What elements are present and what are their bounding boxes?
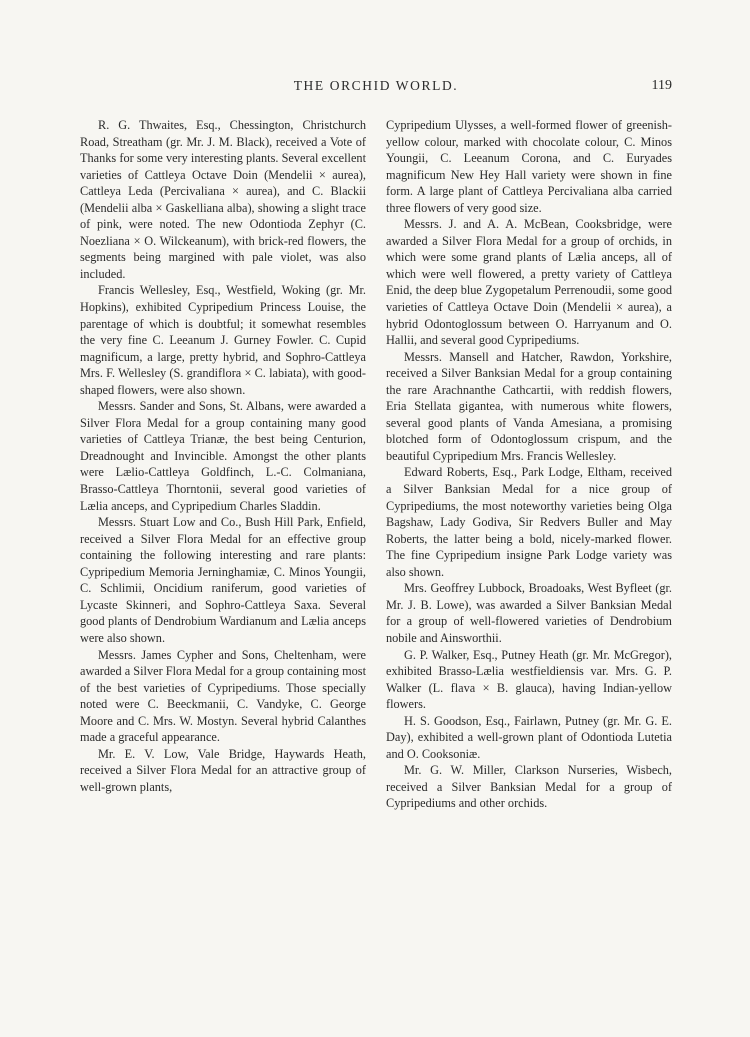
paragraph: Edward Roberts, Esq., Park Lodge, Eltham, received a Silver Banksian Medal for a nice group of Cypripediums, the most noteworthy varieties being Olga Bagshaw, Lady Godiva, Sir Redvers Buller and May Roberts, the latter being a bold, nicely-marked flower. The fine Cypripedium insigne Park Lodge variety was also shown. (386, 465, 672, 579)
paragraph: R. G. Thwaites, Esq., Chessington, Christchurch Road, Streatham (gr. Mr. J. M. Black), received a Vote of Thanks for some very interesting plants. Several excellent varieties of Cattleya Octave Doin (Mendelii × aurea), Cattleya Leda (Percivaliana × aurea), and C. Blackii (Mendelii alba × Gaskelliana alba), showing a slight trace of pink, were noted. The new Odontioda Zephyr (C. Noezliana × O. Wilckeanum), with brick-red flowers, the segments being margined with pale violet, was also included. (80, 118, 366, 281)
page-header (80, 78, 672, 100)
paragraph: G. P. Walker, Esq., Putney Heath (gr. Mr. McGregor), exhibited Brasso-Lælia westfieldiensis var. Mrs. G. P. Walker (L. flava × B. glauca), having Indian-yellow flowers. (386, 647, 672, 712)
paragraph: Mr. E. V. Low, Vale Bridge, Haywards Heath, received a Silver Flora Medal for an attractive group of well-grown plants, (80, 746, 366, 794)
paragraph: Mrs. Geoffrey Lubbock, Broadoaks, West Byfleet (gr. Mr. J. B. Lowe), was awarded a Silver Banksian Medal for a group of well-flowered varieties of Dendrobium nobile and Ainsworthii. (386, 581, 672, 645)
paragraph: Messrs. Mansell and Hatcher, Rawdon, Yorkshire, received a Silver Banksian Medal for a group containing the rare Arachnanthe Cathcartii, with reddish flowers, Eria Stellata gigantea, with numerous white flowers, several good plants of Vanda Amesiana, a promising blotched form of Odontoglossum crispum, and the beautiful Cypripedium Mrs. Francis Wellesley. (386, 349, 672, 463)
paragraph: H. S. Goodson, Esq., Fairlawn, Putney (gr. Mr. G. E. Day), exhibited a well-grown plant of Odontioda Lutetia and O. Cooksoniæ. (386, 713, 672, 761)
paragraph: Messrs. J. and A. A. McBean, Cooksbridge, were awarded a Silver Flora Medal for a group of orchids, in which were some grand plants of Lælia anceps, all of which were well flowered, a pretty variety of Cattleya Enid, the deep blue Zygopetalum Perrenoudii, some good varieties of Cattleya Octave Doin (Mendelii × aurea), a hybrid Odontoglossum between O. Harryanum and O. Hallii, and several good Cypripediums. (386, 217, 672, 348)
paragraph: Cypripedium Ulysses, a well-formed flower of greenish-yellow colour, marked with chocolate colour, C. Minos Youngii, C. Leeanum Corona, and C. Euryades magnificum New Hey Hall variety were shown in fine form. A large plant of Cattleya Percivaliana alba carried three flowers of very good size. (386, 118, 672, 215)
paragraph: Mr. G. W. Miller, Clarkson Nurseries, Wisbech, received a Silver Banksian Medal for a group of Cypripediums and other orchids. (386, 763, 672, 811)
paragraph: Francis Wellesley, Esq., Westfield, Woking (gr. Mr. Hopkins), exhibited Cypripedium Princess Louise, the parentage of which is doubtful; it somewhat resembles the very fine C. Leeanum J. Gurney Fowler. C. Cupid magnificum, a large, pretty hybrid, and Sophro-Cattleya Mrs. F. Wellesley (S. grandiflora × C. labiata), with good-shaped flowers, were also shown. (80, 283, 366, 397)
left-column (80, 117, 366, 812)
paragraph: Messrs. James Cypher and Sons, Cheltenham, were awarded a Silver Flora Medal for a group containing most of the best varieties of Cypripediums. Those specially noted were C. Beeckmanii, C. Vandyke, C. George Moore and C. Mrs. W. Mostyn. Several hybrid Calanthes made a graceful appearance. (80, 647, 366, 745)
paragraph: Messrs. Sander and Sons, St. Albans, were awarded a Silver Flora Medal for a group containing many good varieties of Cattleya Trianæ, the best being Centurion, Dreadnought and Invincible. Amongst the other plants were Lælio-Cattleya Goldfinch, L.-C. Colmaniana, Brasso-Cattleya Thorntonii, several good varieties of Lælia anceps, and Cypripedium Charles Sladdin. (80, 399, 366, 513)
paragraph: Messrs. Stuart Low and Co., Bush Hill Park, Enfield, received a Silver Flora Medal for an effective group containing the following interesting and rare plants: Cypripedium Memoria Jerninghamiæ, C. Minos Youngii, C. Schlimii, Oncidium raniferum, good varieties of Lycaste Skinneri, and Sophro-Cattleya Saxa. Several good plants of Dendrobium Wardianum and Lælia anceps were also shown. (80, 515, 366, 645)
text-columns (80, 117, 672, 812)
page-number: 119 (651, 78, 672, 93)
running-title: THE ORCHID WORLD. (293, 78, 459, 93)
right-column (386, 117, 672, 812)
